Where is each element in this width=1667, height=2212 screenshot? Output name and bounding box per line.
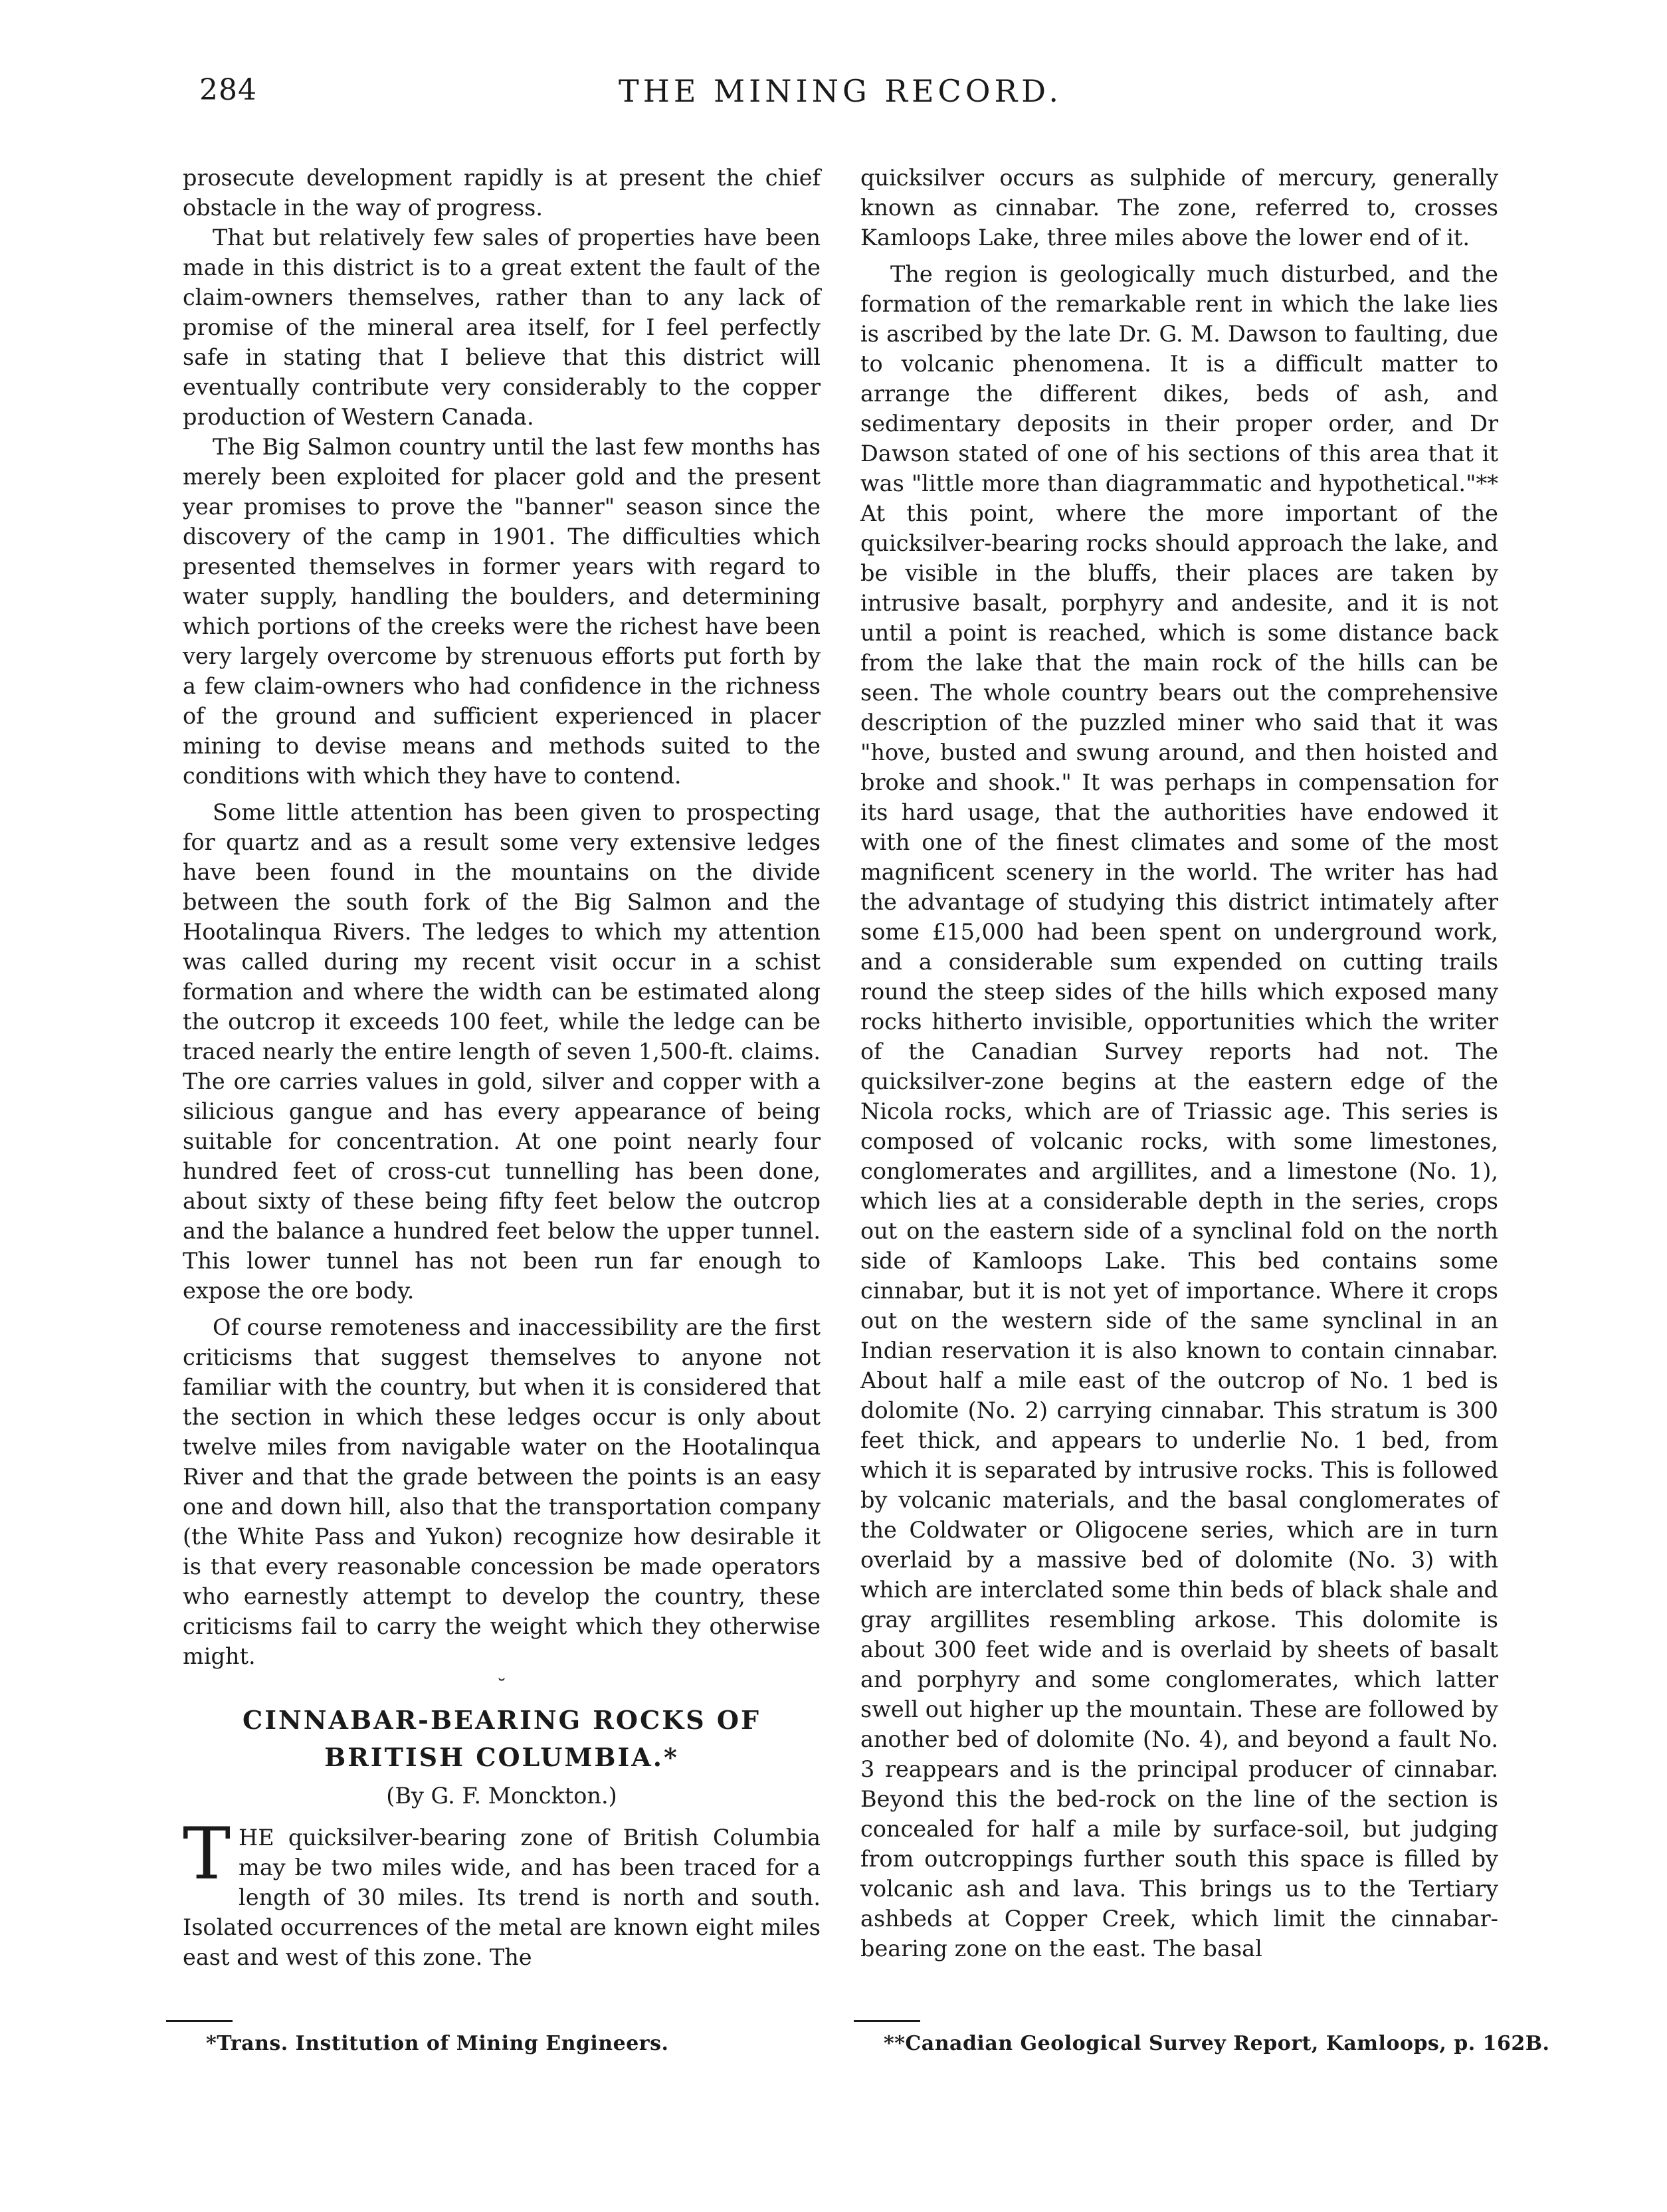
left-column [183, 163, 821, 1972]
footnote-left: *Trans. Institution of Mining Engineers. [206, 2032, 669, 2055]
paragraph: The region is geologically much disturbed, and the formation of the remarkable rent in which the lake lies is ascribed by the late Dr. G. M. Dawson to faulting, due to volcanic phenomena. It is a difficult matter to arrange the different dikes, beds of ash, and sedimentary deposits in their proper order, and Dr Dawson stated of one of his sections of this area that it was "little more than diagrammatic and hypothetical."** At this point, where the more important of the quicksilver-bearing rocks should approach the lake, and be visible in the bluffs, their places are taken by intrusive basalt, porphyry and andesite, and it is not until a point is reached, which is some distance back from the lake that the main rock of the hills can be seen. The whole country bears out the comprehensive description of the puzzled miner who said that it was "hove, busted and swung around, and then hoisted and broke and shook." It was perhaps in compensation for its hard usage, that the authorities have endowed it with one of the finest climates and some of the most magnificent scenery in the world. The writer has had the advantage of studying this district intimately after some £15,000 had been spent on underground work, and a considerable sum expended on cutting trails round the steep sides of the hills which exposed many rocks hitherto invisible, opportunities which the writer of the Canadian Survey reports had not. The quicksilver-zone begins at the eastern edge of the Nicola rocks, which are of Triassic age. This series is composed of volcanic rocks, with some limestones, conglomerates and argillites, and a limestone (No. 1), which lies at a considerable depth in the series, crops out on the eastern side of a synclinal fold on the north side of Kamloops Lake. This bed contains some cinnabar, but it is not yet of importance. Where it crops out on the western side of the same synclinal in an Indian reservation it is also known to contain cinnabar. About half a mile east of the outcrop of No. 1 bed is dolomite (No. 2) carrying cinnabar. This stratum is 300 feet thick, and appears to underlie No. 1 bed, from which it is separated by intrusive rocks. This is followed by volcanic materials, and the basal conglomerates of the Coldwater or Oligocene series, which are in turn overlaid by a massive bed of dolomite (No. 3) with which are interclated some thin beds of black shale and gray argillites resembling arkose. This dolomite is about 300 feet wide and is overlaid by sheets of basalt and porphyry and some conglomerates, which latter swell out higher up the mountain. These are followed by another bed of dolomite (No. 4), and beyond a fault No. 3 reappears and is the principal producer of cinnabar. Beyond this the bed-rock on the line of the section is concealed for half a mile by surface-soil, but judging from outcroppings further south this space is filled by volcanic ash and lava. This brings us to the Tertiary ashbeds at Copper Creek, which limit the cinnabar-bearing zone on the east. The basal [860, 261, 1498, 1961]
paragraph: Some little attention has been given to prospecting for quartz and as a result some very extensive ledges have been found in the mountains on the divide between the south fork of the Big Salmon and the Hootalinqua Rivers. The ledges to which my attention was called during my recent visit occur in a schist formation and where the width can be estimated along the outcrop it exceeds 100 feet, while the ledge can be traced nearly the entire length of seven 1,500-ft. claims. The ore carries values in gold, silver and copper with a silicious gangue and has every appearance of being suitable for concentration. At one point nearly four hundred feet of cross-cut tunnelling has been done, about sixty of these being fifty feet below the outcrop and the balance a hundred feet below the upper tunnel. This lower tunnel has not been run far enough to expose the ore body. [183, 799, 821, 1304]
paragraph: Of course remoteness and inaccessibility are the first criticisms that suggest themselves to anyone not familiar with the country, but when it is considered that the section in which these ledges occur is only about twelve miles from navigable water on the Hootalinqua River and that the grade between the points is an easy one and down hill, also that the transportation company (the White Pass and Yukon) recognize how desirable it is that every reasonable concession be made operators who earnestly attempt to develop the country, these criticisms fail to carry the weight which they otherwise might. [183, 1314, 821, 1669]
footnote-right: **Canadian Geological Survey Report, Kamloops, p. 162B. [884, 2032, 1550, 2055]
article-title: CINNABAR-BEARING ROCKS OF BRITISH COLUMBIA.* [243, 1705, 761, 1772]
paragraph: prosecute development rapidly is at present the chief obstacle in the way of progress. [183, 165, 821, 221]
drop-cap: T [183, 1813, 231, 1896]
journal-title: THE MINING RECORD. [619, 73, 1062, 109]
footnote-rule [166, 2020, 233, 2022]
separator-ornament: ˘ [496, 1676, 507, 1699]
page-header [179, 73, 1502, 120]
page-number: 284 [199, 73, 257, 107]
article-opening-text: HE quicksilver-bearing zone of British Columbia may be two miles wide, and has been traced for a length of 30 miles. Its trend is north and south. Isolated occurrences of the metal are known eight miles east and west of this zone. The [183, 1825, 821, 1970]
article-opening-paragraph [183, 1813, 821, 1972]
paragraph: The Big Salmon country until the last few months has merely been exploited for placer gold and the present year promises to prove the "banner" season since the discovery of the camp in 1901. The difficulties which presented themselves in former years with regard to water supply, handling the boulders, and determining which portions of the creeks were the richest have been very largely overcome by strenuous efforts put forth by a few claim-owners who had confidence in the richness of the ground and sufficient experienced in placer mining to devise means and methods suited to the conditions with which they have to contend. [183, 434, 821, 789]
paragraph: That but relatively few sales of properties have been made in this district is to a great extent the fault of the claim-owners themselves, rather than to any lack of promise of the mineral area itself, for I feel perfectly safe in stating that I believe that this district will eventually contribute very considerably to the copper production of Western Canada. [183, 225, 821, 430]
paragraph: quicksilver occurs as sulphide of mercury, generally known as cinnabar. The zone, referred to, crosses Kamloops Lake, three miles above the lower end of it. [860, 165, 1498, 251]
footnote-rule [854, 2020, 920, 2022]
right-column [860, 163, 1498, 1963]
article-byline: (By G. F. Monckton.) [386, 1783, 617, 1809]
